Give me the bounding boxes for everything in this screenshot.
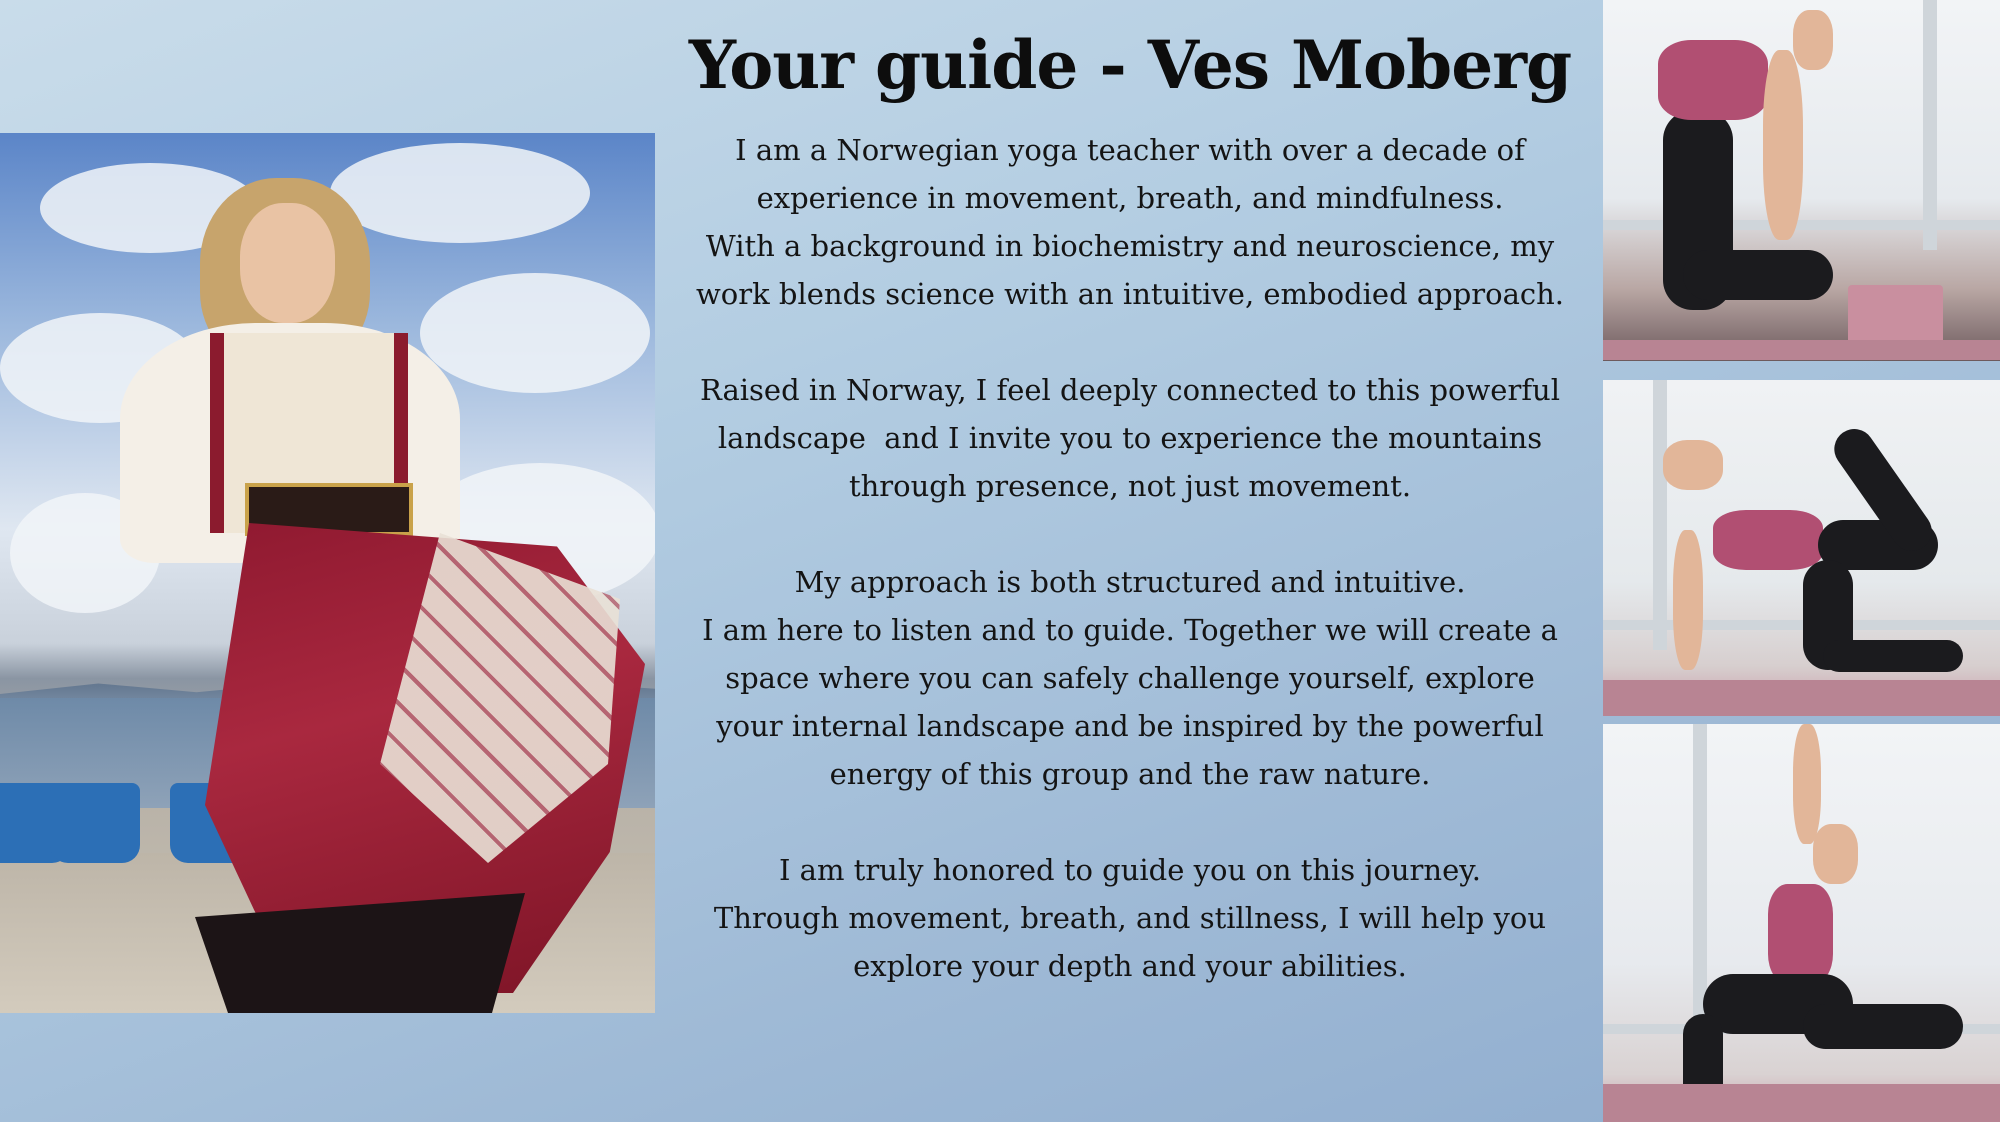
bio-line: space where you can safely challenge yourself, explore: [725, 661, 1535, 695]
bio-line: I am here to listen and to guide. Together we will create a: [702, 613, 1558, 647]
bio-line: My approach is both structured and intuitive.: [794, 565, 1466, 599]
yoga-crescent-lunge-photo: [1603, 724, 2000, 1122]
bio-line: landscape and I invite you to experience the mountains: [717, 421, 1543, 455]
bio-line: your internal landscape and be inspired by the powerful: [716, 709, 1544, 743]
bio-line: through presence, not just movement.: [848, 469, 1412, 503]
bio-paragraph-approach: [660, 558, 1600, 798]
bio-line: Raised in Norway, I feel deeply connected to this powerful: [699, 373, 1561, 407]
bio-paragraph-intro: [660, 126, 1600, 318]
bio-line: I am truly honored to guide you on this journey.: [778, 853, 1481, 887]
guide-portrait-photo: [0, 133, 655, 1013]
bio-line: experience in movement, breath, and mindfulness.: [756, 181, 1504, 215]
bio-text-panel: [660, 0, 1600, 1122]
bio-paragraph-closing: [660, 846, 1600, 990]
bio-paragraph-norway: [660, 366, 1600, 510]
bio-line: explore your depth and your abilities.: [853, 949, 1407, 983]
bio-line: Through movement, breath, and stillness, I will help you: [713, 901, 1547, 935]
bio-line: I am a Norwegian yoga teacher with over a decade of: [735, 133, 1525, 167]
yoga-camel-pose-photo: [1603, 0, 2000, 361]
page-title: Your guide - Ves Moberg: [688, 26, 1572, 104]
bio-line: work blends science with an intuitive, embodied approach.: [695, 277, 1565, 311]
bio-line: With a background in biochemistry and neuroscience, my: [705, 229, 1555, 263]
bio-line: energy of this group and the raw nature.: [829, 757, 1431, 791]
bio-paragraphs: [660, 126, 1600, 1038]
yoga-bow-pose-photo: [1603, 380, 2000, 716]
